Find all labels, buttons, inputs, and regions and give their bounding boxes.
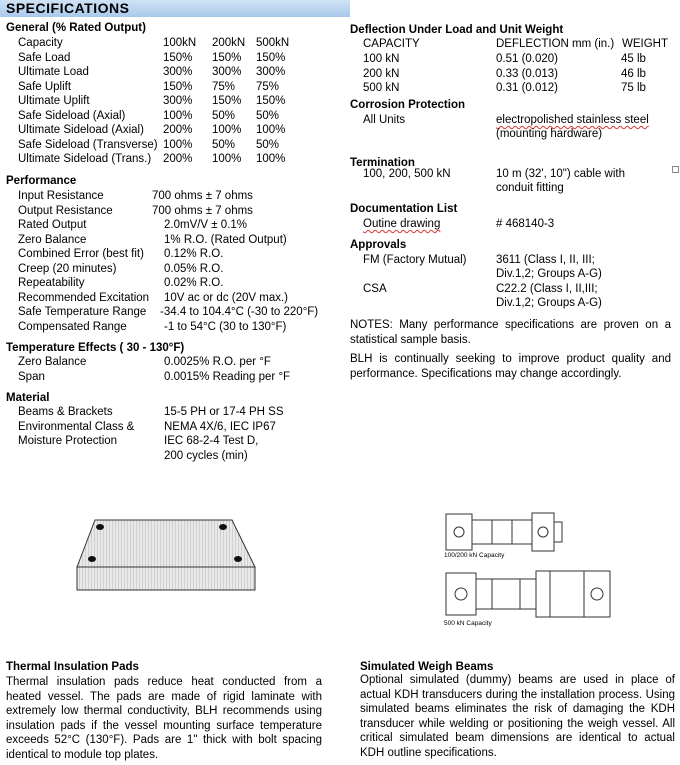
- beam-100-200kn-illustration: [440, 508, 620, 558]
- material-row-label: Environmental Class &: [18, 420, 135, 433]
- deflection-col-capacity: CAPACITY: [363, 38, 420, 50]
- performance-row-label: Combined Error (best fit): [18, 248, 144, 260]
- termination-label: 100, 200, 500 kN: [363, 168, 451, 180]
- approvals-csa-line-2: Div.1,2; Groups A-G): [496, 297, 602, 309]
- general-row-value: 200kN: [212, 37, 246, 49]
- general-row-value: 500kN: [256, 37, 290, 49]
- temperature-row-value: 0.0015% Reading per °F: [164, 370, 291, 383]
- performance-row-value: 700 ohms ± 7 ohms: [152, 204, 253, 217]
- general-row-value: 100%: [163, 109, 193, 122]
- material-table: [0, 405, 340, 465]
- performance-row-label: Zero Balance: [18, 233, 87, 246]
- documentation-value: # 468140-3: [496, 218, 555, 230]
- general-row-value: 300%: [212, 66, 242, 78]
- performance-row-value: -34.4 to 104.4°C (-30 to 220°F): [160, 306, 319, 318]
- performance-row-value: 0.05% R.O.: [164, 262, 224, 275]
- general-row-label: Ultimate Sideload (Axial): [18, 124, 144, 136]
- deflection-row-value: 0.51 (0.020): [496, 53, 559, 65]
- general-row-label: Ultimate Uplift: [18, 95, 90, 107]
- general-row-value: 150%: [163, 51, 193, 64]
- general-row-value: 100kN: [163, 37, 197, 49]
- termination-heading: Termination: [350, 157, 415, 169]
- approvals-fm-line-2: Div.1,2; Groups A-G): [496, 268, 602, 280]
- deflection-row-weight: 46 lb: [621, 67, 646, 80]
- general-row-label: Safe Sideload (Transverse): [18, 138, 158, 151]
- thermal-pad-illustration: [70, 515, 260, 595]
- material-row-label: Beams & Brackets: [18, 406, 113, 418]
- general-row-value: 150%: [212, 51, 242, 64]
- performance-row-value: 10V ac or dc (20V max.): [164, 291, 288, 304]
- approvals-fm-line-1: 3611 (Class I, II, III;: [496, 254, 595, 266]
- performance-heading: Performance: [6, 175, 77, 187]
- corrosion-heading: Corrosion Protection: [350, 99, 466, 111]
- general-row-label: Capacity: [18, 37, 63, 49]
- temperature-row-label: Span: [18, 370, 45, 383]
- performance-row-label: Input Resistance: [18, 190, 104, 202]
- performance-row-label: Output Resistance: [18, 204, 113, 217]
- performance-row-value: 700 ohms ± 7 ohms: [152, 190, 253, 202]
- performance-row-label: Safe Temperature Range: [18, 306, 147, 318]
- performance-row-value: -1 to 54°C (30 to 130°F): [164, 320, 287, 333]
- thermal-heading: Thermal Insulation Pads: [6, 661, 139, 673]
- approvals-csa-label: CSA: [363, 283, 387, 295]
- general-heading: General (% Rated Output): [6, 22, 146, 34]
- notes-paragraph-1: NOTES: Many performance specifications are proven on a statistical sample basis.: [350, 319, 671, 346]
- performance-row-value: 1% R.O. (Rated Output): [164, 233, 287, 246]
- general-row-value: 50%: [256, 109, 280, 122]
- page-title: SPECIFICATIONS: [6, 0, 130, 16]
- documentation-heading: Documentation List: [350, 203, 458, 215]
- general-row-label: Safe Load: [18, 51, 71, 64]
- simulated-paragraph: Optional simulated (dummy) beams are used in place of actual KDH transducers during the installation process. Using simulated beams eliminates the risk of damaging the KDH transducer while welding or positioning the weigh vessel. All critical simulated beam dimensions are identical to actual KDH outline specifications.: [360, 674, 675, 759]
- beam-label-500kn: 500 kN Capacity: [444, 620, 492, 627]
- material-row-value: NEMA 4X/6, IEC IP67: [164, 420, 276, 433]
- material-row-value: 15-5 PH or 17-4 PH SS: [164, 406, 284, 418]
- deflection-col-weight: WEIGHT: [622, 38, 668, 50]
- general-row-label: Safe Uplift: [18, 80, 72, 93]
- deflection-heading: Deflection Under Load and Unit Weight: [350, 24, 564, 36]
- general-row-value: 75%: [212, 80, 236, 93]
- general-row-label: Ultimate Load: [18, 66, 89, 78]
- beam-label-100-200kn: 100/200 kN Capacity: [444, 552, 505, 559]
- small-square-marker: [672, 166, 679, 173]
- temperature-row-label: Zero Balance: [18, 356, 87, 368]
- specifications-header-bar: [0, 0, 350, 17]
- material-row-value: IEC 68-2-4 Test D,: [164, 435, 259, 447]
- general-row-value: 200%: [163, 153, 193, 165]
- corrosion-label: All Units: [363, 114, 406, 126]
- general-row-value: 75%: [256, 80, 280, 93]
- general-row-label: Ultimate Sideload (Trans.): [18, 153, 152, 165]
- general-row-value: 150%: [163, 80, 193, 93]
- deflection-row-weight: 45 lb: [621, 53, 646, 65]
- performance-row-value: 0.12% R.O.: [164, 248, 224, 260]
- general-row-value: 100%: [212, 153, 242, 165]
- termination-value-1: 10 m (32', 10") cable with: [496, 168, 626, 180]
- temperature-table: [0, 355, 340, 387]
- deflection-col-deflection: DEFLECTION mm (in.): [496, 38, 615, 50]
- general-row-value: 100%: [163, 138, 193, 151]
- performance-row-label: Repeatability: [18, 277, 85, 289]
- approvals-fm-label: FM (Factory Mutual): [363, 254, 467, 266]
- deflection-row-capacity: 100 kN: [363, 53, 400, 65]
- general-row-value: 50%: [212, 109, 236, 122]
- notes-paragraph-2: BLH is continually seeking to improve product quality and performance. Specifications may change accordingly.: [350, 353, 671, 380]
- termination-value-2: conduit fitting: [496, 182, 564, 194]
- temperature-heading: Temperature Effects ( 30 - 130°F): [6, 342, 185, 354]
- performance-row-label: Compensated Range: [18, 320, 127, 333]
- general-row-value: 150%: [212, 95, 242, 107]
- general-row-value: 50%: [256, 138, 280, 151]
- general-row-value: 200%: [163, 124, 193, 136]
- performance-row-label: Creep (20 minutes): [18, 262, 117, 275]
- performance-row-value: 0.02% R.O.: [164, 277, 224, 289]
- beam-500kn-illustration: [440, 565, 620, 625]
- deflection-row-weight: 75 lb: [621, 82, 646, 94]
- approvals-heading: Approvals: [350, 239, 407, 251]
- deflection-table: [0, 52, 680, 97]
- deflection-row-capacity: 200 kN: [363, 67, 400, 80]
- deflection-row-value: 0.33 (0.013): [496, 67, 559, 80]
- general-row-value: 100%: [256, 153, 286, 165]
- thermal-paragraph: Thermal insulation pads reduce heat conducted from a heated vessel. The pads are made of rigid laminate with extremely low thermal conductivity, BLH recommends using insulation pads if the vessel mounting surface temperature exceeds 52°C (130°F). Pads are 1" thick with bolt spacing identical to module top plates.: [6, 676, 322, 761]
- performance-row-label: Rated Output: [18, 219, 87, 231]
- general-row-value: 100%: [256, 124, 286, 136]
- corrosion-value-2: (mounting hardware): [496, 128, 603, 140]
- documentation-label: Outine drawing: [363, 218, 441, 230]
- general-row-value: 300%: [163, 66, 193, 78]
- performance-table: [0, 189, 345, 337]
- material-heading: Material: [6, 392, 50, 404]
- general-row-value: 150%: [256, 95, 286, 107]
- general-row-value: 150%: [256, 51, 286, 64]
- material-row-label: Moisture Protection: [18, 435, 118, 447]
- general-row-label: Safe Sideload (Axial): [18, 109, 126, 122]
- corrosion-value-1: electropolished stainless steel: [496, 114, 649, 126]
- performance-row-label: Recommended Excitation: [18, 291, 150, 304]
- temperature-row-value: 0.0025% R.O. per °F: [164, 356, 271, 368]
- deflection-row-value: 0.31 (0.012): [496, 82, 559, 94]
- general-row-value: 100%: [212, 124, 242, 136]
- general-row-value: 300%: [163, 95, 193, 107]
- material-row-value: 200 cycles (min): [164, 449, 248, 462]
- approvals-csa-line-1: C22.2 (Class I, II,III;: [496, 283, 598, 295]
- performance-row-value: 2.0mV/V ± 0.1%: [164, 219, 248, 231]
- simulated-heading: Simulated Weigh Beams: [360, 661, 494, 673]
- general-row-value: 50%: [212, 138, 236, 151]
- deflection-row-capacity: 500 kN: [363, 82, 400, 94]
- general-row-value: 300%: [256, 66, 286, 78]
